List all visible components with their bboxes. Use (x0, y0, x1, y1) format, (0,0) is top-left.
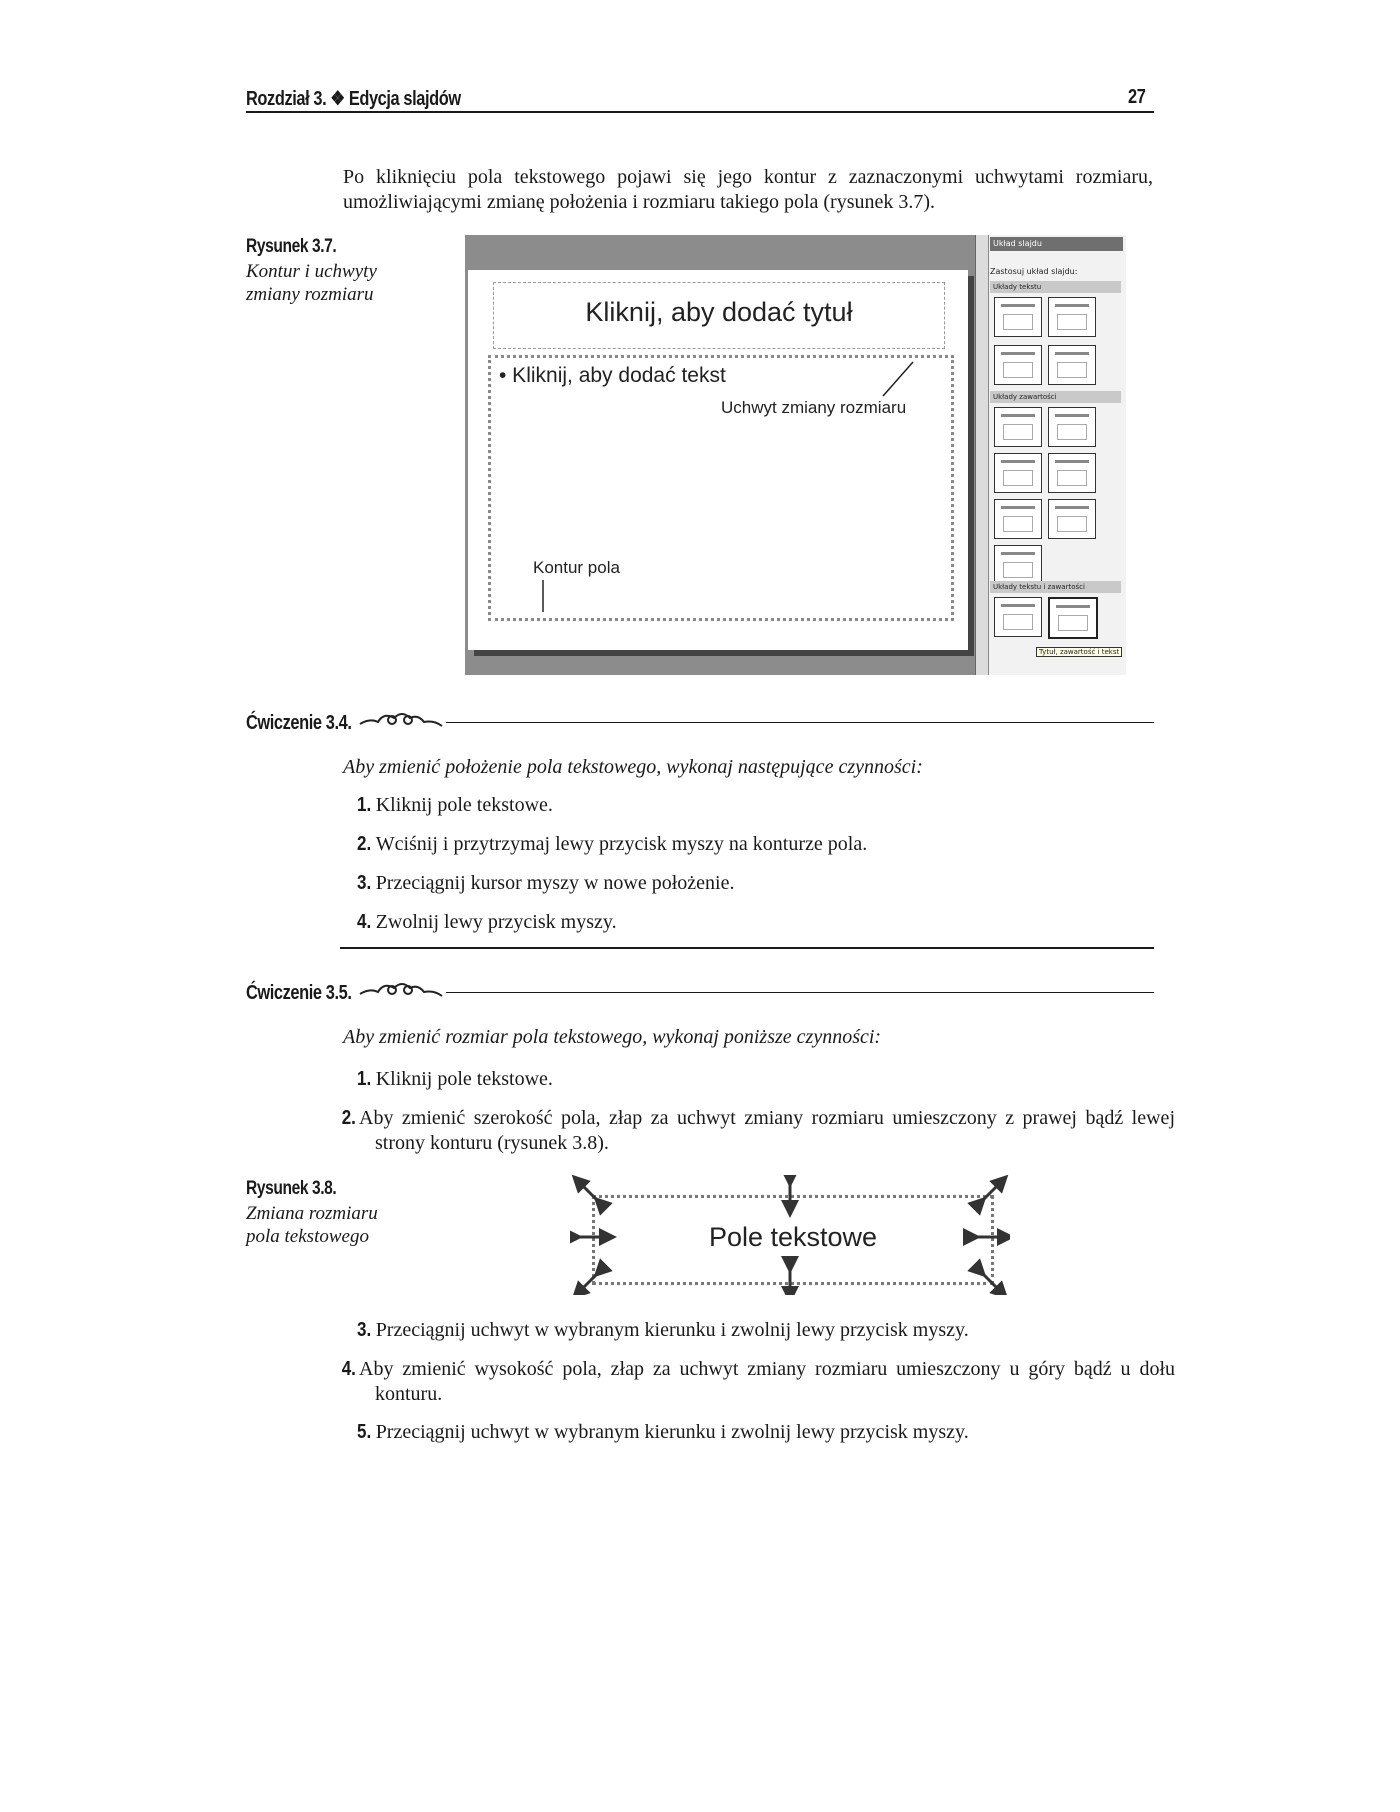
layout-thumb[interactable] (994, 545, 1042, 585)
resize-arrow-bottom-left-icon (578, 1271, 600, 1293)
task-pane-title: Układ slajdu (990, 237, 1123, 251)
layout-thumb[interactable] (994, 345, 1042, 385)
step-text: Wciśnij i przytrzymaj lewy przycisk myszy na konturze pola. (375, 833, 868, 855)
exercise-35-rule (446, 992, 1154, 993)
figure-37-label: Rysunek 3.7. (246, 236, 337, 257)
section-content-layouts: Układy zawartości (990, 391, 1121, 403)
layout-thumb[interactable] (994, 297, 1042, 337)
step-number: 1. (357, 794, 372, 816)
layout-thumb[interactable] (994, 597, 1042, 637)
exercise-34-end-rule (340, 947, 1154, 949)
layout-thumb[interactable] (994, 407, 1042, 447)
text-placeholder-text: • Kliknij, aby dodać tekst (499, 364, 726, 387)
exercise-34-step (357, 832, 867, 857)
title-placeholder-text: Kliknij, aby dodać tytuł (585, 297, 853, 327)
figure-37-screenshot (465, 235, 1125, 675)
exercise-35-step (357, 1318, 969, 1343)
layout-thumb[interactable] (1048, 297, 1096, 337)
exercise-35-step: 4. Aby zmienić wysokość pola, złap za uchwyt zmiany rozmiaru umieszczony u góry bądź u dołu konturu. (341, 1358, 1175, 1405)
figure-37-caption-line1: Kontur i uchwyty (246, 261, 377, 282)
text-placeholder[interactable] (488, 355, 954, 621)
exercise-34-rule (446, 722, 1154, 723)
step-text: Przeciągnij uchwyt w wybranym kierunku i zwolnij lewy przycisk myszy. (375, 1319, 969, 1341)
step-text: Kliknij pole tekstowe. (375, 794, 553, 816)
step-number: 3. (357, 1319, 372, 1341)
exercise-34-step (357, 910, 617, 935)
step-text: Przeciągnij kursor myszy w nowe położenie. (375, 872, 735, 894)
figure-38-drawing (570, 1175, 1010, 1295)
step-text: Aby zmienić szerokość pola, złap za uchwyt zmiany rozmiaru umieszczony z prawej bądź lewej strony konturu (rysunek 3.8). (359, 1107, 1175, 1154)
step-number: 5. (357, 1421, 372, 1443)
section-text-content-layouts: Układy tekstu i zawartości (990, 581, 1121, 593)
layout-thumb[interactable] (1048, 453, 1096, 493)
figure-38-caption-line2: pola tekstowego (246, 1226, 369, 1247)
section-text-layouts: Układy tekstu (990, 281, 1121, 293)
step-number: 1. (357, 1068, 372, 1090)
annotation-lines (491, 358, 951, 618)
running-header-title: Rozdział 3. ❖ Edycja slajdów (246, 88, 461, 110)
exercise-35-step: 2. Aby zmienić szerokość pola, złap za uchwyt zmiany rozmiaru umieszczony z prawej bądź lewej strony konturu (rysunek 3.8). (341, 1107, 1175, 1154)
slide-canvas[interactable] (468, 270, 968, 650)
layout-tooltip: Tytuł, zawartość i tekst (1036, 647, 1122, 657)
slide-editing-area (465, 235, 975, 675)
exercise-34-step (357, 793, 553, 818)
step-number: 2. (357, 833, 372, 855)
step-text: Kliknij pole tekstowe. (375, 1068, 553, 1090)
figure-38-label: Rysunek 3.8. (246, 1178, 337, 1199)
step-number: 3. (357, 872, 372, 894)
exercise-ornament-icon (356, 708, 446, 732)
layout-thumb[interactable] (1048, 499, 1096, 539)
text-box-label: Pole tekstowe (708, 1222, 878, 1252)
exercise-34-intro: Aby zmienić położenie pola tekstowego, wykonaj następujące czynności: (343, 756, 923, 778)
exercise-35-intro: Aby zmienić rozmiar pola tekstowego, wykonaj poniższe czynności: (343, 1026, 882, 1048)
step-text: Zwolnij lewy przycisk myszy. (375, 911, 617, 933)
figure-37-caption-line2: zmiany rozmiaru (246, 284, 374, 305)
layout-thumb[interactable] (1048, 345, 1096, 385)
annotation-handle: Uchwyt zmiany rozmiaru (721, 398, 907, 417)
resize-arrows (570, 1175, 1010, 1295)
page-number: 27 (1128, 86, 1146, 108)
exercise-35-step (357, 1067, 553, 1092)
resize-arrow-top-right-icon (980, 1181, 1002, 1203)
layout-thumb[interactable] (1048, 407, 1096, 447)
resize-arrow-top-left-icon (578, 1181, 600, 1203)
exercise-35-heading: Ćwiczenie 3.5. (246, 982, 352, 1004)
title-placeholder[interactable] (493, 282, 945, 349)
exercise-34-heading: Ćwiczenie 3.4. (246, 712, 352, 734)
layout-thumb-selected[interactable] (1048, 597, 1098, 639)
resize-arrow-bottom-right-icon (980, 1271, 1002, 1293)
figure-38-caption-line1: Zmiana rozmiaru (246, 1203, 378, 1224)
apply-layout-label: Zastosuj układ slajdu: (990, 267, 1078, 276)
exercise-ornament-icon (356, 978, 446, 1002)
exercise-35-step (357, 1420, 969, 1445)
pane-scrollbar[interactable] (976, 235, 989, 675)
intro-paragraph: Po kliknięciu pola tekstowego pojawi się jego kontur z zaznaczonymi uchwytami rozmiaru, umożliwiającymi zmianę położenia i rozmiaru takiego pola (rysunek 3.7). (343, 166, 1153, 213)
layout-thumb[interactable] (994, 453, 1042, 493)
step-text: Aby zmienić wysokość pola, złap za uchwyt zmiany rozmiaru umieszczony u góry bądź u dołu konturu. (359, 1358, 1175, 1405)
slide-layout-task-pane[interactable] (975, 235, 1126, 675)
annotation-outline: Kontur pola (533, 558, 620, 577)
header-rule (246, 111, 1154, 113)
step-text: Przeciągnij uchwyt w wybranym kierunku i zwolnij lewy przycisk myszy. (375, 1421, 969, 1443)
layout-thumb[interactable] (994, 499, 1042, 539)
step-number: 4. (357, 911, 372, 933)
exercise-34-step (357, 871, 734, 896)
